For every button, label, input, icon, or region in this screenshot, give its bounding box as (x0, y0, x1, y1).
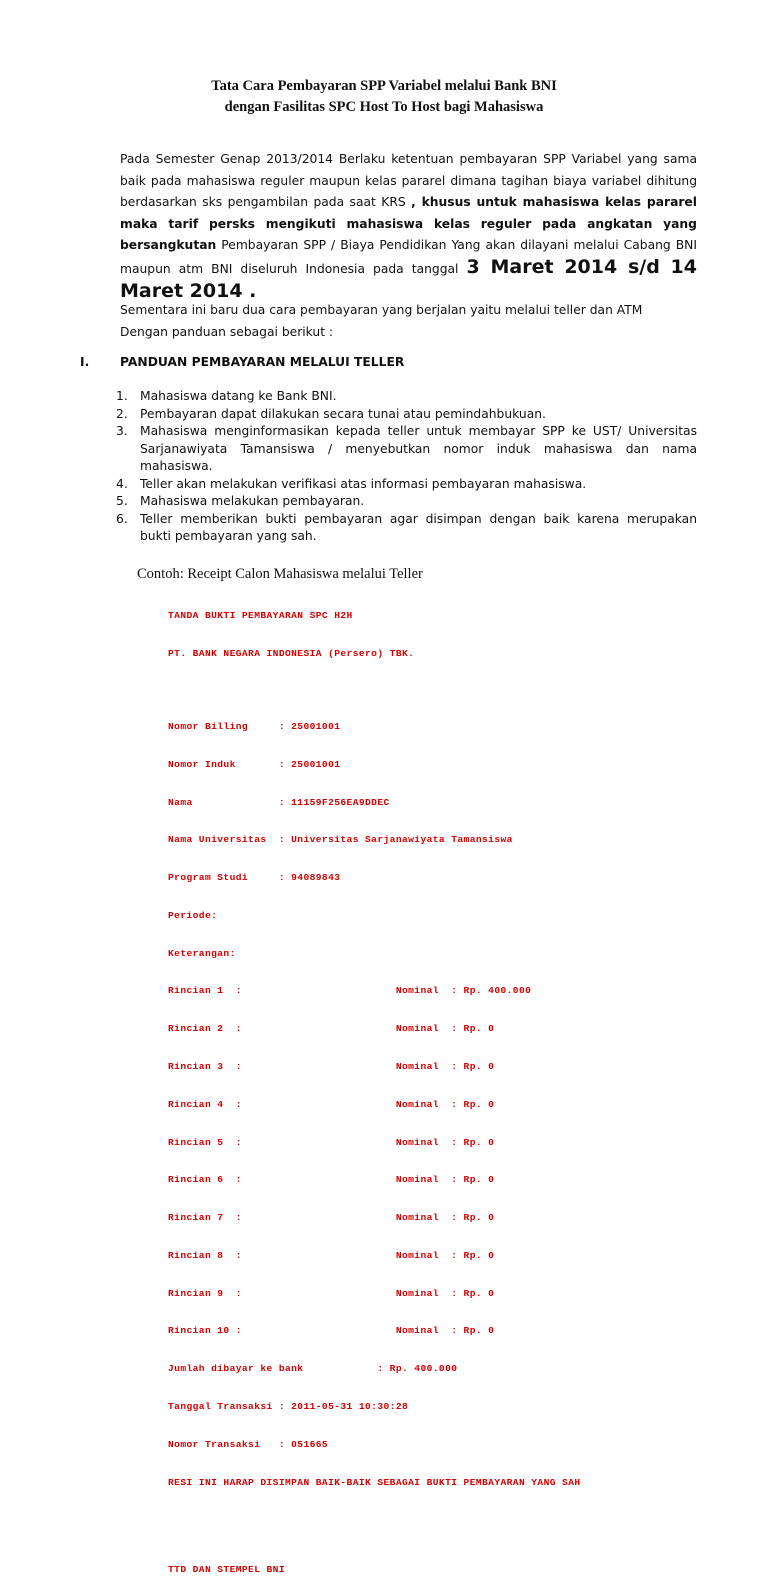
receipt-rincian-row: Rincian 2 : Nominal : Rp. 0 (168, 1023, 495, 1035)
receipt-nomor-induk: Nomor Induk : 25001001 (168, 758, 341, 770)
receipt-nama: Nama : 11159F256EA9DDEC (168, 796, 390, 808)
document-title-line1: Tata Cara Pembayaran SPP Variabel melalui Bank BNI (211, 78, 557, 94)
step-number: 5. (116, 494, 128, 508)
step-number: 3. (116, 424, 128, 438)
step-number: 1. (116, 389, 128, 403)
receipt-signature-label: TTD DAN STEMPEL BNI (168, 1563, 285, 1575)
section-heading (80, 355, 404, 369)
receipt-tanggal: Tanggal Transaksi : 2011-05-31 10:30:28 (168, 1401, 409, 1412)
intro-text-2: Pembayaran SPP / Biaya Pendidikan Yang akan dilayani melalui Cabang BNI maupun atm BNI diseluruh Indonesia pada tanggal (120, 238, 697, 276)
step-number: 4. (116, 476, 128, 491)
note-paragraph (120, 300, 697, 343)
receipt-keterangan: Keterangan: (168, 947, 236, 959)
receipt-block (168, 585, 581, 1589)
step-text: Teller memberikan bukti pembayaran agar disimpan dengan baik karena merupakan bukti pembayaran yang sah. (140, 511, 697, 543)
list-item (116, 493, 697, 511)
section-number: I. (80, 355, 90, 369)
receipt-resi-note: RESI INI HARAP DISIMPAN BAIK-BAIK SEBAGAI BUKTI PEMBAYARAN YANG SAH (168, 1476, 581, 1488)
receipt-rincian-row: Rincian 7 : Nominal : Rp. 0 (168, 1212, 495, 1224)
list-item (116, 388, 697, 406)
section-title: PANDUAN PEMBAYARAN MELALUI TELLER (120, 355, 405, 369)
step-text: Pembayaran dapat dilakukan secara tunai atau pemindahbukuan. (140, 406, 546, 421)
receipt-spacer (168, 1514, 581, 1538)
intro-paragraph (120, 149, 697, 304)
receipt-rincian-row: Rincian 4 : Nominal : Rp. 0 (168, 1098, 495, 1110)
step-number: 6. (116, 511, 128, 526)
step-text: Mahasiswa datang ke Bank BNI. (140, 389, 337, 403)
list-item (116, 423, 697, 476)
receipt-program-studi: Program Studi : 94089843 (168, 872, 341, 884)
receipt-rincian-row: Rincian 3 : Nominal : Rp. 0 (168, 1060, 495, 1072)
note-line-2: Dengan panduan sebagai berikut : (120, 324, 334, 339)
receipt-rincian-row: Rincian 6 : Nominal : Rp. 0 (168, 1174, 495, 1186)
step-text: Mahasiswa melakukan pembayaran. (140, 494, 365, 508)
document-title-line2: dengan Fasilitas SPC Host To Host bagi Mahasiswa (224, 99, 544, 115)
receipt-caption: Contoh: Receipt Calon Mahasiswa melalui Teller (137, 566, 423, 582)
receipt-rincian-row: Rincian 9 : Nominal : Rp. 0 (168, 1287, 495, 1299)
receipt-universitas: Nama Universitas : Universitas Sarjanawiyata Tamansiswa (168, 834, 513, 846)
note-line-1: Sementara ini baru dua cara pembayaran yang berjalan yaitu melalui teller dan ATM (120, 303, 643, 317)
receipt-rincian-row: Rincian 1 : Nominal : Rp. 400.000 (168, 985, 532, 997)
payment-date-range: 3 Maret 2014 s/d 14 Maret 2014 . (120, 255, 697, 302)
receipt-nomor-billing: Nomor Billing : 25001001 (168, 720, 341, 732)
list-item (116, 476, 697, 494)
step-text: Teller akan melakukan verifikasi atas informasi pembayaran mahasiswa. (140, 476, 587, 491)
receipt-nomor-transaksi: Nomor Transaksi : 051665 (168, 1438, 329, 1450)
receipt-header-2: PT. BANK NEGARA INDONESIA (Persero) TBK. (168, 647, 415, 659)
step-text: Mahasiswa menginformasikan kepada teller untuk membayar SPP ke UST/ Universitas Sarjanawiyata Tamansiswa / menyebutkan nomor induk mahasiswa dan nama mahasiswa. (140, 424, 697, 473)
receipt-rincian-row: Rincian 10 : Nominal : Rp. 0 (168, 1325, 495, 1337)
intro-bold-text: , khusus untuk mahasiswa kelas pararel maka tarif persks mengikuti mahasiswa kelas reguler pada angkatan yang bersangkutan (120, 195, 697, 253)
list-item (116, 406, 697, 424)
intro-text-1: Pada Semester Genap 2013/2014 Berlaku ketentuan pembayaran SPP Variabel yang sama baik pada mahasiswa reguler maupun kelas pararel dimana tagihan biaya variabel dihitung berdasarkan sks pengambilan pada saat KRS (120, 152, 697, 210)
receipt-header-1: TANDA BUKTI PEMBAYARAN SPC H2H (168, 610, 353, 622)
receipt-rincian-row: Rincian 8 : Nominal : Rp. 0 (168, 1249, 495, 1261)
list-item (116, 511, 697, 546)
receipt-jumlah: Jumlah dibayar ke bank : Rp. 400.000 (168, 1363, 458, 1375)
steps-list (116, 388, 697, 546)
step-number: 2. (116, 406, 128, 421)
receipt-rincian-row: Rincian 5 : Nominal : Rp. 0 (168, 1136, 495, 1148)
receipt-spacer (168, 686, 581, 696)
receipt-periode: Periode: (168, 909, 218, 921)
